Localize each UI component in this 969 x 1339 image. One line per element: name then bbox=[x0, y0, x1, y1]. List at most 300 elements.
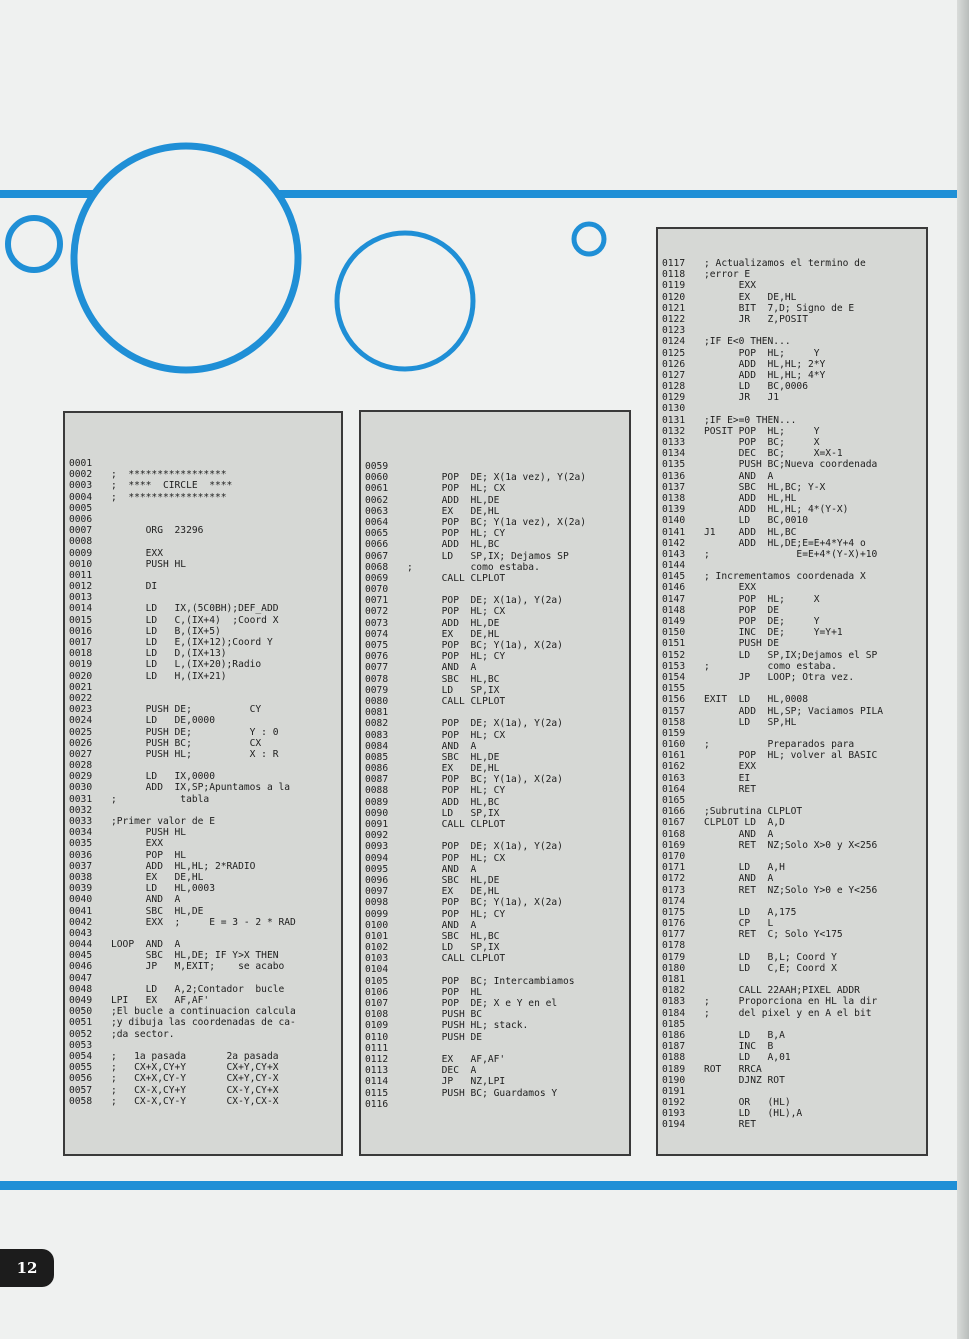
line-number: 0105 bbox=[365, 975, 389, 987]
code-line bbox=[69, 906, 337, 917]
line-number: 0039 bbox=[69, 883, 93, 895]
listing-lines bbox=[69, 458, 337, 1107]
line-number: 0103 bbox=[365, 953, 389, 965]
line-number: 0146 bbox=[662, 582, 686, 594]
code-text: AND A bbox=[704, 873, 774, 885]
line-number: 0088 bbox=[365, 785, 389, 797]
code-text: ; CX+X,CY+Y CX+Y,CY+X bbox=[111, 1062, 279, 1074]
line-number: 0026 bbox=[69, 737, 93, 749]
line-number: 0031 bbox=[69, 793, 93, 805]
code-text: RET bbox=[704, 783, 756, 795]
line-number: 0109 bbox=[365, 1020, 389, 1032]
line-number: 0018 bbox=[69, 648, 93, 660]
code-line bbox=[69, 760, 337, 771]
code-text: ADD HL,DE bbox=[407, 494, 500, 506]
code-text: PUSH HL bbox=[111, 827, 187, 839]
code-text: AND A bbox=[407, 863, 477, 875]
code-text: ;El bucle a continuacion calcula bbox=[111, 1006, 296, 1018]
code-line bbox=[662, 605, 922, 616]
line-number: 0017 bbox=[69, 637, 93, 648]
code-text: ; tabla bbox=[111, 793, 210, 805]
line-number: 0121 bbox=[662, 302, 686, 314]
line-number: 0136 bbox=[662, 470, 686, 482]
code-text: CALL CLPLOT bbox=[407, 819, 506, 830]
line-number: 0003 bbox=[69, 480, 93, 492]
line-number: 0108 bbox=[365, 1009, 389, 1021]
code-line bbox=[662, 750, 922, 761]
line-number: 0099 bbox=[365, 908, 389, 920]
line-number: 0042 bbox=[69, 916, 93, 928]
code-text: SBC HL,DE bbox=[111, 905, 204, 917]
code-line bbox=[69, 838, 337, 849]
code-text: ; CX+X,CY-Y CX+Y,CY-X bbox=[111, 1073, 279, 1085]
code-text: ADD HL,HL; 2*RADIO bbox=[111, 860, 256, 872]
line-number: 0144 bbox=[662, 560, 686, 572]
line-number: 0130 bbox=[662, 403, 686, 415]
line-number: 0036 bbox=[69, 849, 93, 861]
code-text: EX DE,HL bbox=[407, 628, 500, 640]
code-text: LPI EX AF,AF' bbox=[111, 995, 210, 1006]
code-line bbox=[662, 370, 922, 381]
code-text: EXIT LD HL,0008 bbox=[704, 694, 808, 706]
code-text: EXX bbox=[704, 761, 756, 773]
page-edge bbox=[957, 0, 969, 1339]
code-text: EXX bbox=[704, 582, 756, 594]
line-number: 0143 bbox=[662, 548, 686, 560]
line-number: 0083 bbox=[365, 729, 389, 741]
code-line bbox=[365, 584, 625, 595]
code-text: LD B,(IX+5) bbox=[111, 625, 221, 637]
line-number: 0092 bbox=[365, 830, 389, 842]
code-text: ; como estaba. bbox=[704, 660, 837, 672]
code-text: RET NZ;Solo Y>0 e Y<256 bbox=[704, 884, 878, 896]
code-line bbox=[662, 840, 922, 851]
line-number: 0079 bbox=[365, 684, 389, 696]
code-text: LD SP,HL bbox=[704, 716, 797, 728]
code-text bbox=[704, 403, 922, 414]
line-number: 0181 bbox=[662, 974, 686, 985]
code-line bbox=[662, 728, 922, 739]
code-text: POP BC; X bbox=[704, 437, 820, 448]
code-text: EXX bbox=[704, 280, 756, 292]
code-text: LD A,01 bbox=[704, 1052, 791, 1064]
code-line bbox=[365, 909, 625, 920]
line-number: 0085 bbox=[365, 751, 389, 763]
line-number: 0019 bbox=[69, 659, 93, 671]
code-line bbox=[365, 819, 625, 830]
code-text: LD SP,IX bbox=[407, 942, 500, 954]
code-text: AND A bbox=[407, 662, 477, 674]
line-number: 0191 bbox=[662, 1085, 686, 1097]
code-text: ; Actualizamos el termino de bbox=[704, 258, 866, 269]
code-line bbox=[662, 471, 922, 482]
line-number: 0174 bbox=[662, 895, 686, 907]
code-text: LD DE,0000 bbox=[111, 715, 215, 727]
line-number: 0119 bbox=[662, 280, 686, 292]
listing-column-3 bbox=[656, 227, 928, 1156]
code-text: ; del pixel y en A el bit bbox=[704, 1007, 872, 1019]
code-line bbox=[662, 996, 922, 1007]
code-line bbox=[69, 749, 337, 760]
code-line bbox=[662, 806, 922, 817]
code-line bbox=[662, 661, 922, 672]
code-text: AND A bbox=[704, 470, 774, 482]
code-line bbox=[662, 292, 922, 303]
code-line bbox=[662, 896, 922, 907]
code-text bbox=[111, 570, 337, 581]
code-text: ;error E bbox=[704, 269, 751, 281]
line-number: 0007 bbox=[69, 525, 93, 537]
line-number: 0178 bbox=[662, 940, 686, 952]
code-text: POP HL; CX bbox=[407, 852, 506, 864]
line-number: 0049 bbox=[69, 995, 93, 1006]
code-line bbox=[662, 1041, 922, 1052]
code-text: ; ***************** bbox=[111, 469, 227, 481]
line-number: 0104 bbox=[365, 964, 389, 976]
line-number: 0132 bbox=[662, 425, 686, 437]
line-number: 0062 bbox=[365, 494, 389, 506]
line-number: 0176 bbox=[662, 918, 686, 930]
line-number: 0057 bbox=[69, 1084, 93, 1096]
code-line bbox=[662, 694, 922, 705]
line-number: 0022 bbox=[69, 692, 93, 704]
line-number: 0059 bbox=[365, 461, 389, 472]
line-number: 0157 bbox=[662, 705, 686, 717]
code-line bbox=[662, 348, 922, 359]
code-line bbox=[69, 1051, 337, 1062]
code-line bbox=[662, 549, 922, 560]
code-line bbox=[662, 940, 922, 951]
line-number: 0117 bbox=[662, 258, 686, 269]
line-number: 0186 bbox=[662, 1029, 686, 1041]
code-text: ; E=E+4*(Y-X)+10 bbox=[704, 548, 878, 560]
line-number: 0187 bbox=[662, 1041, 686, 1053]
code-text bbox=[111, 928, 337, 939]
line-number: 0045 bbox=[69, 950, 93, 962]
line-number: 0060 bbox=[365, 472, 389, 484]
code-line bbox=[662, 1052, 922, 1063]
code-line bbox=[69, 671, 337, 682]
code-line bbox=[662, 784, 922, 795]
line-number: 0097 bbox=[365, 886, 389, 898]
line-number: 0141 bbox=[662, 526, 686, 538]
code-text: DEC BC; X=X-1 bbox=[704, 448, 843, 460]
line-number: 0193 bbox=[662, 1108, 686, 1120]
code-text bbox=[704, 974, 922, 985]
code-text: POP DE; X(1a vez), Y(2a) bbox=[407, 472, 587, 484]
code-text: LD H,(IX+21) bbox=[111, 670, 227, 682]
code-line bbox=[69, 771, 337, 782]
code-text: ORG 23296 bbox=[111, 525, 204, 537]
line-number: 0162 bbox=[662, 761, 686, 773]
code-text bbox=[111, 973, 337, 984]
line-number: 0126 bbox=[662, 358, 686, 370]
line-number: 0107 bbox=[365, 998, 389, 1009]
code-text: ADD HL,DE bbox=[407, 617, 500, 629]
line-number: 0027 bbox=[69, 748, 93, 760]
code-line bbox=[69, 514, 337, 525]
code-text: ADD HL,HL bbox=[704, 492, 797, 504]
line-number: 0074 bbox=[365, 628, 389, 640]
code-line bbox=[662, 650, 922, 661]
line-number: 0125 bbox=[662, 347, 686, 359]
code-text bbox=[111, 693, 337, 704]
code-text bbox=[704, 851, 922, 862]
code-line bbox=[69, 872, 337, 883]
code-text: ROT RRCA bbox=[704, 1063, 762, 1075]
line-number: 0173 bbox=[662, 884, 686, 896]
code-text: POP HL; CY bbox=[407, 785, 506, 797]
listing-column-1 bbox=[63, 411, 343, 1156]
code-line bbox=[365, 573, 625, 584]
code-line bbox=[69, 850, 337, 861]
code-line bbox=[365, 897, 625, 908]
line-number: 0040 bbox=[69, 894, 93, 906]
code-line bbox=[662, 392, 922, 403]
code-text: LD E,(IX+12);Coord Y bbox=[111, 637, 273, 648]
line-number: 0087 bbox=[365, 774, 389, 786]
line-number: 0179 bbox=[662, 951, 686, 963]
code-line bbox=[69, 827, 337, 838]
line-number: 0170 bbox=[662, 850, 686, 862]
code-line bbox=[69, 1062, 337, 1073]
code-text: POP HL; volver al BASIC bbox=[704, 750, 878, 762]
line-number: 0012 bbox=[69, 581, 93, 593]
line-number: 0112 bbox=[365, 1053, 389, 1065]
code-text bbox=[111, 592, 337, 603]
code-text: CALL CLPLOT bbox=[407, 572, 506, 584]
code-text: LD SP,IX;Dejamos el SP bbox=[704, 649, 878, 661]
code-text: CALL 22AAH;PIXEL ADDR bbox=[704, 985, 860, 997]
code-line bbox=[365, 1032, 625, 1043]
code-text bbox=[111, 805, 337, 816]
code-text: EX DE,HL bbox=[407, 505, 500, 517]
code-text: ;IF E<0 THEN... bbox=[704, 336, 791, 348]
line-number: 0028 bbox=[69, 760, 93, 772]
code-text: LD BC,0010 bbox=[704, 515, 808, 527]
code-text: OR (HL) bbox=[704, 1097, 791, 1109]
code-line bbox=[662, 706, 922, 717]
code-line bbox=[69, 548, 337, 559]
code-line bbox=[662, 717, 922, 728]
listing-column-2 bbox=[359, 410, 631, 1156]
line-number: 0032 bbox=[69, 804, 93, 816]
code-text: PUSH HL; X : R bbox=[111, 748, 279, 760]
code-line bbox=[662, 851, 922, 862]
code-text: LD C,(IX+4) ;Coord X bbox=[111, 614, 279, 626]
code-text: SBC HL,BC; Y-X bbox=[704, 481, 826, 493]
code-line bbox=[662, 963, 922, 974]
code-text bbox=[407, 1099, 625, 1110]
line-number: 0106 bbox=[365, 986, 389, 998]
code-line bbox=[365, 998, 625, 1009]
code-text: JR J1 bbox=[704, 392, 780, 404]
code-text: LD IX,(5C0BH);DEF_ADD bbox=[111, 603, 279, 615]
code-text: ADD HL,BC bbox=[407, 796, 500, 808]
line-number: 0069 bbox=[365, 572, 389, 584]
code-line bbox=[69, 928, 337, 939]
code-text: SBC HL,BC bbox=[407, 673, 500, 685]
code-text: ; ***************** bbox=[111, 491, 227, 503]
code-line bbox=[69, 715, 337, 726]
line-number: 0114 bbox=[365, 1076, 389, 1088]
code-text: ; **** CIRCLE **** bbox=[111, 480, 233, 492]
code-text: JP NZ,LPI bbox=[407, 1076, 506, 1088]
code-text: POP DE; X e Y en el bbox=[407, 998, 558, 1009]
code-text bbox=[704, 1086, 922, 1097]
code-line bbox=[662, 952, 922, 963]
code-text bbox=[407, 1043, 625, 1054]
line-number: 0077 bbox=[365, 662, 389, 674]
line-number: 0014 bbox=[69, 603, 93, 615]
code-text: LD SP,IX bbox=[407, 684, 500, 696]
line-number: 0140 bbox=[662, 515, 686, 527]
code-text: LOOP AND A bbox=[111, 939, 181, 951]
line-number: 0189 bbox=[662, 1063, 686, 1075]
code-text bbox=[111, 682, 337, 693]
line-number: 0055 bbox=[69, 1062, 93, 1074]
code-line bbox=[69, 1006, 337, 1017]
code-text bbox=[111, 536, 337, 547]
code-text: ;da sector. bbox=[111, 1028, 175, 1040]
code-line bbox=[662, 1008, 922, 1019]
code-line bbox=[69, 1029, 337, 1040]
line-number: 0094 bbox=[365, 852, 389, 864]
code-line bbox=[662, 403, 922, 414]
code-line bbox=[662, 672, 922, 683]
line-number: 0056 bbox=[69, 1073, 93, 1085]
code-text: LD L,(IX+20);Radio bbox=[111, 659, 262, 671]
code-text: POP HL; CY bbox=[407, 908, 506, 920]
code-text: LD BC,0006 bbox=[704, 381, 808, 393]
code-text: ADD HL,DE;E=E+4*Y+4 o bbox=[704, 537, 866, 549]
line-number: 0082 bbox=[365, 718, 389, 730]
code-text: EXX bbox=[111, 838, 163, 850]
code-line bbox=[365, 752, 625, 763]
code-line bbox=[662, 314, 922, 325]
code-line bbox=[662, 929, 922, 940]
code-line bbox=[69, 603, 337, 614]
line-number: 0025 bbox=[69, 726, 93, 738]
code-text: RET NZ;Solo X>0 y X<256 bbox=[704, 839, 878, 851]
code-text: EX DE,HL bbox=[407, 886, 500, 898]
code-text: ADD HL,BC bbox=[407, 539, 500, 551]
line-number: 0070 bbox=[365, 584, 389, 596]
code-line bbox=[365, 707, 625, 718]
code-text bbox=[407, 584, 625, 595]
line-number: 0110 bbox=[365, 1031, 389, 1043]
line-number: 0090 bbox=[365, 807, 389, 819]
code-text: CLPLOT LD A,D bbox=[704, 817, 785, 829]
code-text: ; Preparados para bbox=[704, 739, 855, 751]
code-line bbox=[662, 269, 922, 280]
line-number: 0043 bbox=[69, 927, 93, 939]
line-number: 0128 bbox=[662, 381, 686, 393]
code-text: DEC A bbox=[407, 1065, 477, 1077]
line-number: 0165 bbox=[662, 795, 686, 806]
code-line bbox=[365, 797, 625, 808]
code-line bbox=[662, 415, 922, 426]
line-number: 0152 bbox=[662, 649, 686, 661]
line-number: 0184 bbox=[662, 1007, 686, 1019]
code-text: ADD HL,SP; Vaciamos PILA bbox=[704, 705, 884, 717]
line-number: 0172 bbox=[662, 873, 686, 885]
line-number: 0147 bbox=[662, 593, 686, 605]
code-line bbox=[69, 1040, 337, 1051]
code-text: POP BC; Y(1a), X(2a) bbox=[407, 640, 563, 651]
code-line bbox=[662, 985, 922, 996]
code-line bbox=[69, 973, 337, 984]
code-text: ADD HL,HL; 4*(Y-X) bbox=[704, 504, 849, 516]
code-text bbox=[111, 514, 337, 525]
code-text: LD SP,IX; Dejamos SP bbox=[407, 550, 569, 562]
code-line bbox=[662, 1108, 922, 1119]
code-text: LD B,A bbox=[704, 1029, 785, 1041]
line-number: 0134 bbox=[662, 448, 686, 460]
code-line bbox=[69, 626, 337, 637]
line-number: 0183 bbox=[662, 996, 686, 1008]
line-number: 0163 bbox=[662, 772, 686, 784]
line-number: 0158 bbox=[662, 716, 686, 728]
code-text: JP M,EXIT; se acabo bbox=[111, 961, 285, 973]
line-number: 0190 bbox=[662, 1074, 686, 1086]
code-text: POP HL bbox=[111, 849, 187, 861]
code-line bbox=[69, 883, 337, 894]
code-line bbox=[365, 651, 625, 662]
line-number: 0171 bbox=[662, 862, 686, 874]
code-line bbox=[69, 480, 337, 491]
line-number: 0115 bbox=[365, 1087, 389, 1099]
code-text bbox=[704, 896, 922, 907]
code-text: POP DE bbox=[704, 604, 780, 616]
code-text: POP BC; Intercambiamos bbox=[407, 975, 575, 987]
line-number: 0081 bbox=[365, 707, 389, 719]
code-line bbox=[662, 739, 922, 750]
line-number: 0008 bbox=[69, 536, 93, 548]
code-text: SBC HL,DE bbox=[407, 751, 500, 763]
code-line bbox=[69, 861, 337, 872]
code-text: ; 1a pasada 2a pasada bbox=[111, 1050, 279, 1062]
code-line bbox=[365, 774, 625, 785]
line-number: 0139 bbox=[662, 504, 686, 516]
code-line bbox=[365, 1076, 625, 1087]
code-line bbox=[365, 461, 625, 472]
code-line bbox=[662, 459, 922, 470]
code-line bbox=[69, 995, 337, 1006]
line-number: 0015 bbox=[69, 614, 93, 626]
code-line bbox=[69, 782, 337, 793]
code-text bbox=[407, 830, 625, 841]
code-line bbox=[365, 785, 625, 796]
code-line bbox=[662, 448, 922, 459]
line-number: 0071 bbox=[365, 595, 389, 607]
code-line bbox=[365, 875, 625, 886]
code-line bbox=[662, 504, 922, 515]
code-text: EX DE,HL bbox=[704, 291, 797, 303]
line-number: 0021 bbox=[69, 681, 93, 693]
code-line bbox=[662, 582, 922, 593]
line-number: 0058 bbox=[69, 1095, 93, 1107]
code-line bbox=[69, 1073, 337, 1084]
line-number: 0167 bbox=[662, 817, 686, 829]
code-text: LD C,E; Coord X bbox=[704, 962, 837, 974]
line-number: 0052 bbox=[69, 1028, 93, 1040]
code-text: EX DE,HL bbox=[111, 871, 204, 883]
line-number: 0150 bbox=[662, 627, 686, 639]
code-text: J1 ADD HL,BC bbox=[704, 526, 797, 538]
line-number: 0102 bbox=[365, 942, 389, 954]
code-text: SBC HL,DE; IF Y>X THEN bbox=[111, 950, 279, 962]
